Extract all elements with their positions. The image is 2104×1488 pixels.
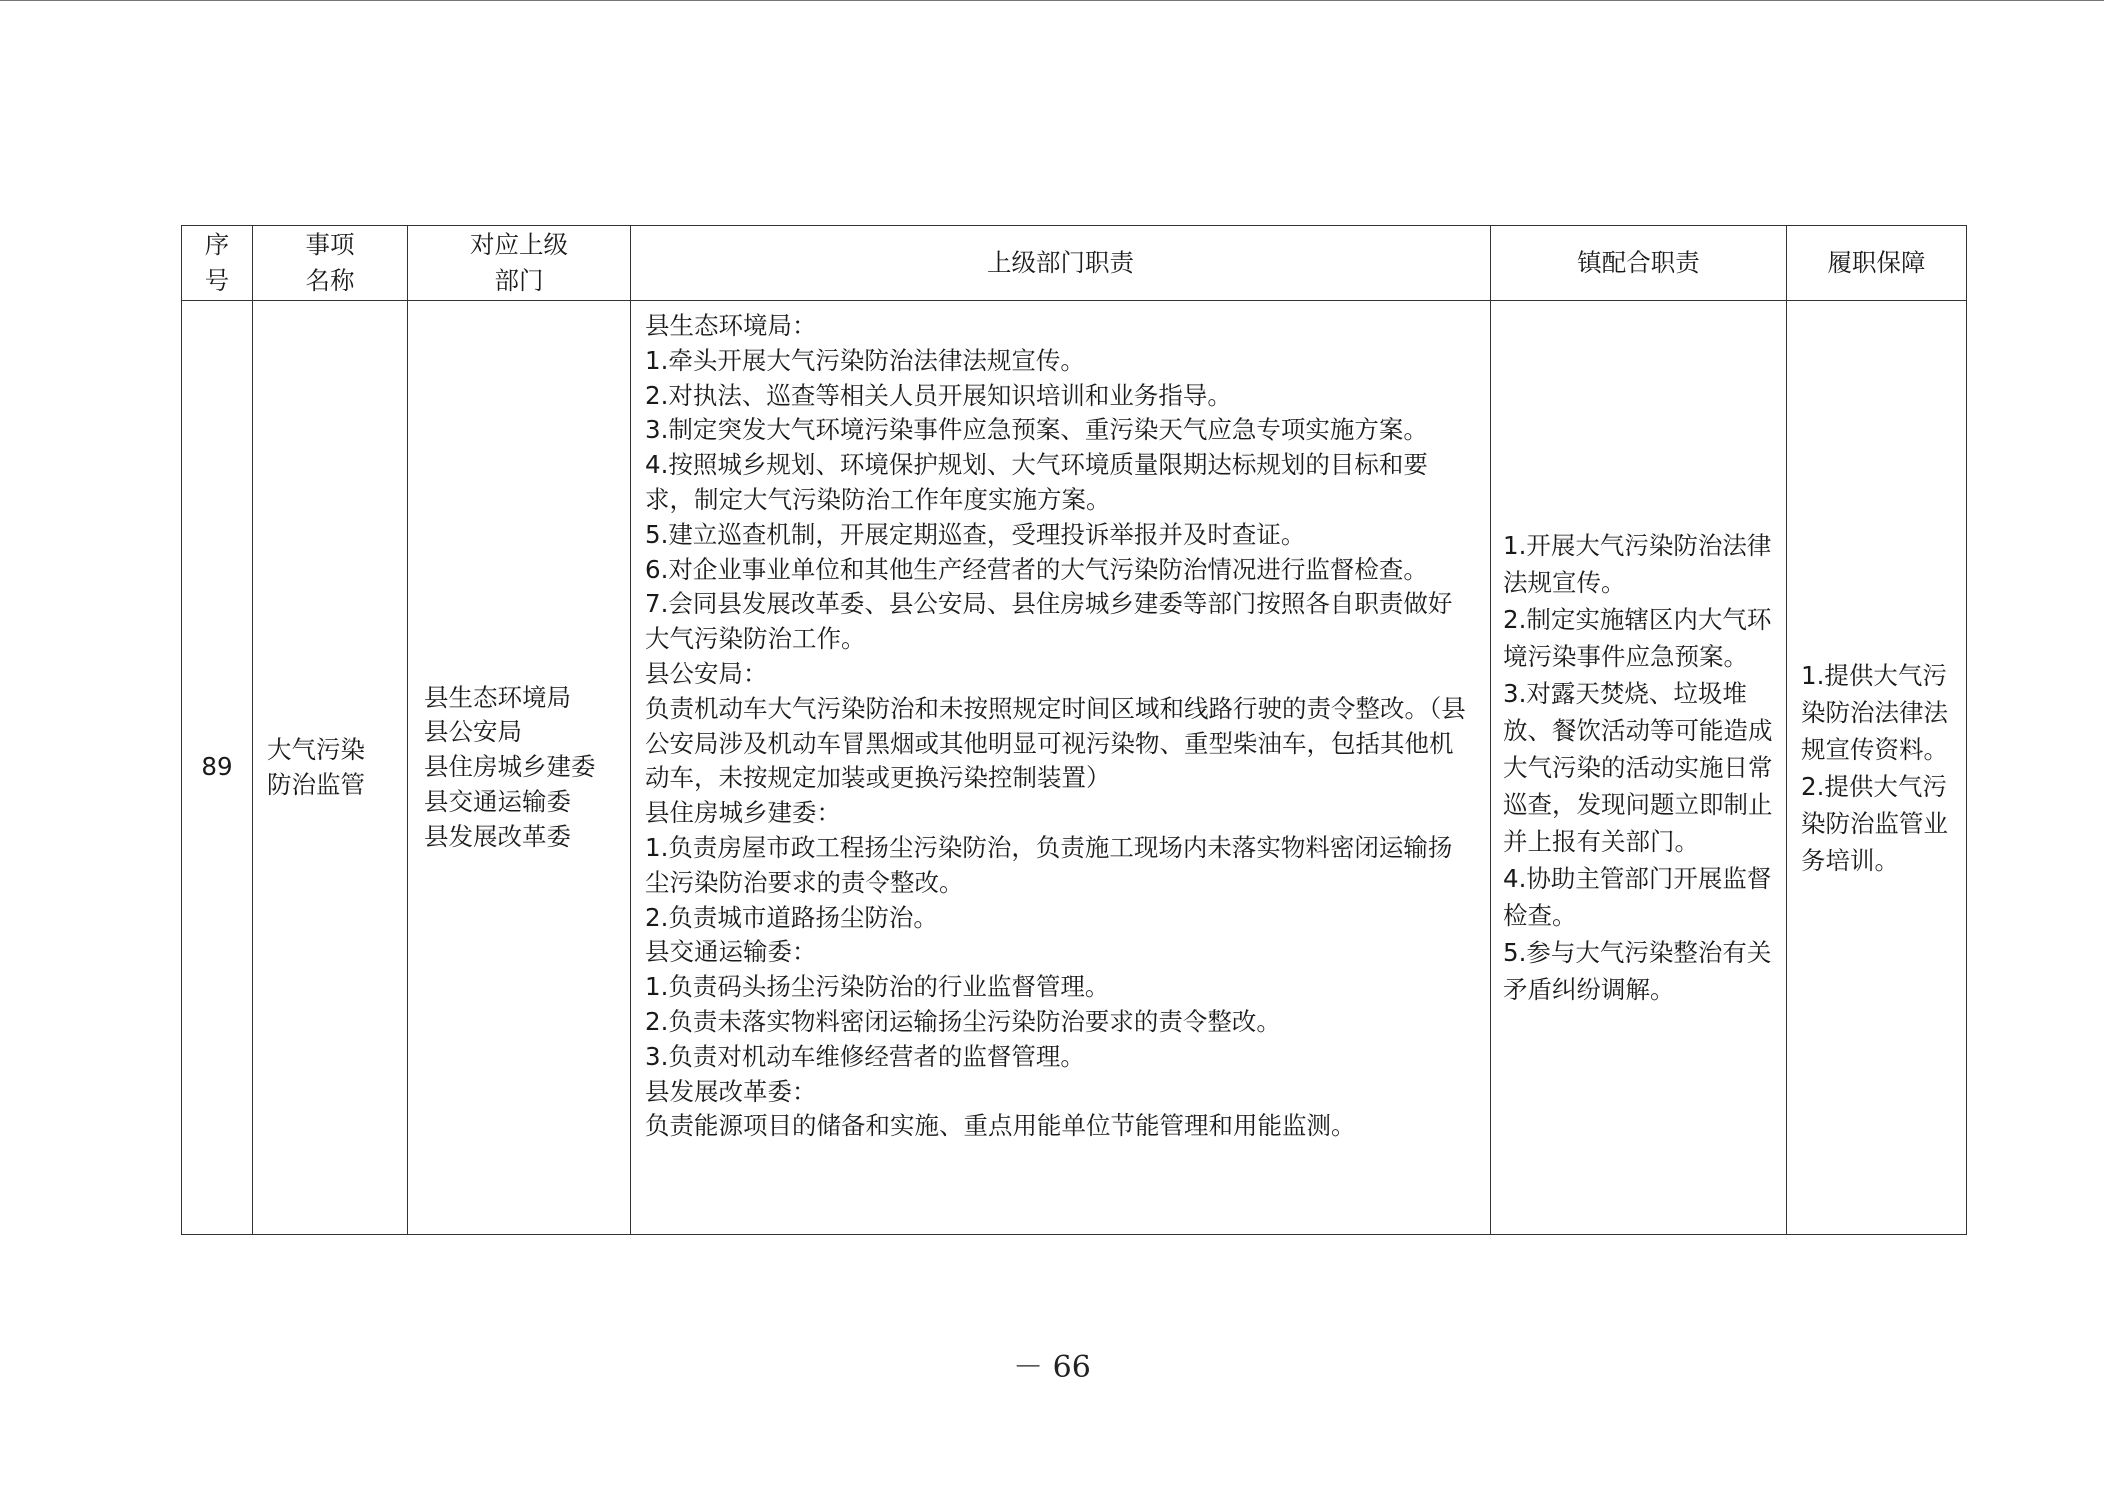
duty-line: 县生态环境局： — [645, 311, 817, 340]
cell-superior-depts — [408, 301, 631, 1235]
header-guarantee-label: 履职保障 — [1827, 248, 1926, 277]
duty-line: 县发展改革委： — [645, 1076, 817, 1106]
header-town-duty — [1491, 226, 1787, 301]
header-guarantee — [1787, 226, 1967, 301]
guarantee-line: 2.提供大气污染防治监管业务培训。 — [1801, 771, 1948, 875]
duty-line: 6.对企业事业单位和其他生产经营者的大气污染防治情况进行监督检查。 — [645, 554, 1428, 584]
cell-town-duty — [1491, 301, 1787, 1235]
duty-line: 县住房城乡建委： — [645, 798, 841, 828]
duty-line: 2.负责城市道路扬尘防治。 — [645, 902, 938, 932]
header-item-label: 事项名称 — [305, 230, 355, 295]
cell-item-name — [253, 301, 408, 1235]
dept-item: 县住房城乡建委 — [424, 752, 596, 782]
town-duty-line: 5.参与大气污染整治有关矛盾纠纷调解。 — [1503, 938, 1772, 1004]
header-dept-label: 对应上级部门 — [470, 230, 568, 295]
seq-value: 89 — [201, 752, 233, 782]
table-row — [182, 301, 1967, 1235]
guarantee-line: 1.提供大气污染防治法律法规宣传资料。 — [1801, 660, 1948, 764]
town-duty-line: 1.开展大气污染防治法律法规宣传。 — [1503, 531, 1772, 597]
duty-line: 2.负责未落实物料密闭运输扬尘污染防治要求的责令整改。 — [645, 1006, 1281, 1036]
duty-line: 1.负责房屋市政工程扬尘污染防治，负责施工现场内未落实物料密闭运输扬尘污染防治要求的责令整改。 — [645, 832, 1453, 897]
duty-line: 3.负责对机动车维修经营者的监督管理。 — [645, 1041, 1085, 1071]
dept-item: 县发展改革委 — [424, 821, 571, 851]
duty-line: 1.牵头开展大气污染防治法律法规宣传。 — [645, 345, 1085, 375]
item-name-value: 大气污染防治监管 — [267, 734, 365, 799]
header-town-duty-label: 镇配合职责 — [1577, 248, 1700, 277]
cell-guarantee — [1787, 301, 1967, 1235]
dept-item: 县生态环境局 — [424, 682, 571, 712]
duty-line: 负责机动车大气污染防治和未按照规定时间区域和线路行驶的责令整改。（县公安局涉及机动车冒黑烟或其他明显可视污染物、重型柴油车，包括其他机动车，未按规定加装或更换污染控制装置） — [645, 693, 1466, 793]
header-superior-duty-label: 上级部门职责 — [987, 248, 1134, 277]
header-item — [253, 226, 408, 301]
header-seq-label: 序号 — [204, 230, 230, 295]
cell-seq — [182, 301, 253, 1235]
duty-line: 5.建立巡查机制，开展定期巡查，受理投诉举报并及时查证。 — [645, 519, 1306, 549]
town-duty-line: 2.制定实施辖区内大气环境污染事件应急预案。 — [1503, 605, 1772, 671]
duty-line: 县公安局： — [645, 658, 768, 688]
duty-line: 负责能源项目的储备和实施、重点用能单位节能管理和用能监测。 — [645, 1111, 1356, 1141]
top-border-line — [0, 0, 2104, 1]
duty-line: 2.对执法、巡查等相关人员开展知识培训和业务指导。 — [645, 380, 1232, 410]
duty-line: 县交通运输委： — [645, 937, 817, 967]
dept-item: 县公安局 — [424, 717, 522, 747]
town-duty-line: 3.对露天焚烧、垃圾堆放、餐饮活动等可能造成大气污染的活动实施日常巡查，发现问题立即制止并上报有关部门。 — [1503, 679, 1773, 856]
duty-line: 3.制定突发大气环境污染事件应急预案、重污染天气应急专项实施方案。 — [645, 415, 1428, 445]
table-header-row — [182, 226, 1967, 301]
duty-line: 1.负责码头扬尘污染防治的行业监督管理。 — [645, 972, 1110, 1002]
town-duty-line: 4.协助主管部门开展监督检查。 — [1503, 864, 1772, 930]
header-superior-duty — [631, 226, 1491, 301]
duty-line: 4.按照城乡规划、环境保护规划、大气环境质量限期达标规划的目标和要求，制定大气污染防治工作年度实施方案。 — [645, 450, 1428, 514]
duty-table — [181, 225, 1967, 1235]
duty-line: 7.会同县发展改革委、县公安局、县住房城乡建委等部门按照各自职责做好大气污染防治工作。 — [645, 589, 1453, 654]
header-dept — [408, 226, 631, 301]
dept-item: 县交通运输委 — [424, 786, 571, 816]
page-number: － 66 — [1013, 1350, 1091, 1385]
cell-superior-duty — [631, 301, 1491, 1235]
header-seq — [182, 226, 253, 301]
